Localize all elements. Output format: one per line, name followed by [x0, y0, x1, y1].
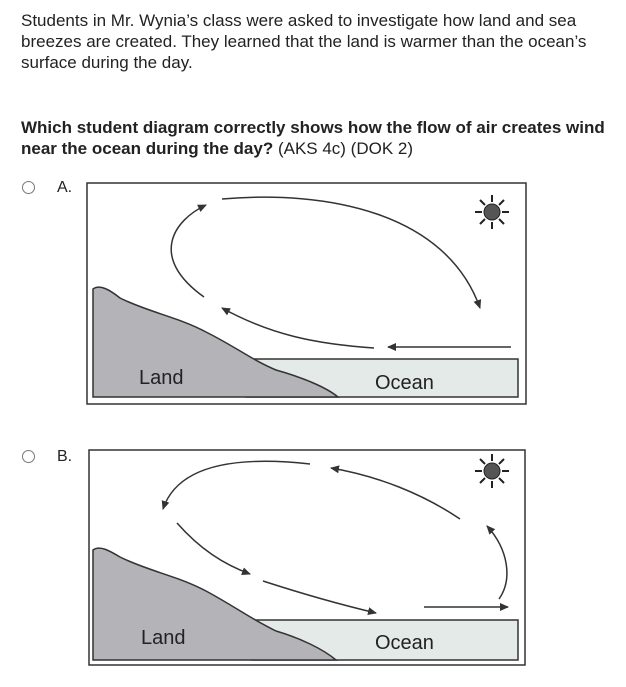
- question-suffix: (AKS 4c) (DOK 2): [273, 139, 414, 158]
- sun-icon-a: [475, 195, 509, 229]
- ocean-label-b: Ocean: [375, 632, 434, 654]
- option-b-radio[interactable]: [22, 450, 35, 463]
- option-b-label: B.: [57, 448, 73, 465]
- option-a-radio[interactable]: [22, 181, 35, 194]
- ocean-label-a: Ocean: [375, 372, 434, 394]
- question-bold: Which student diagram correctly shows how the flow of air creates wind near the ocean during the day?: [21, 118, 605, 158]
- land-label-b: Land: [141, 627, 186, 649]
- option-a-label: A.: [57, 179, 73, 196]
- question-text: [21, 117, 611, 159]
- diagram-a: [86, 182, 527, 405]
- diagram-b: [88, 449, 526, 666]
- sun-icon-b: [475, 454, 509, 488]
- intro-text: Students in Mr. Wynia’s class were asked to investigate how land and sea breezes are created. They learned that the land is warmer than the ocean’s surface during the day.: [21, 11, 587, 72]
- land-label-a: Land: [139, 367, 184, 389]
